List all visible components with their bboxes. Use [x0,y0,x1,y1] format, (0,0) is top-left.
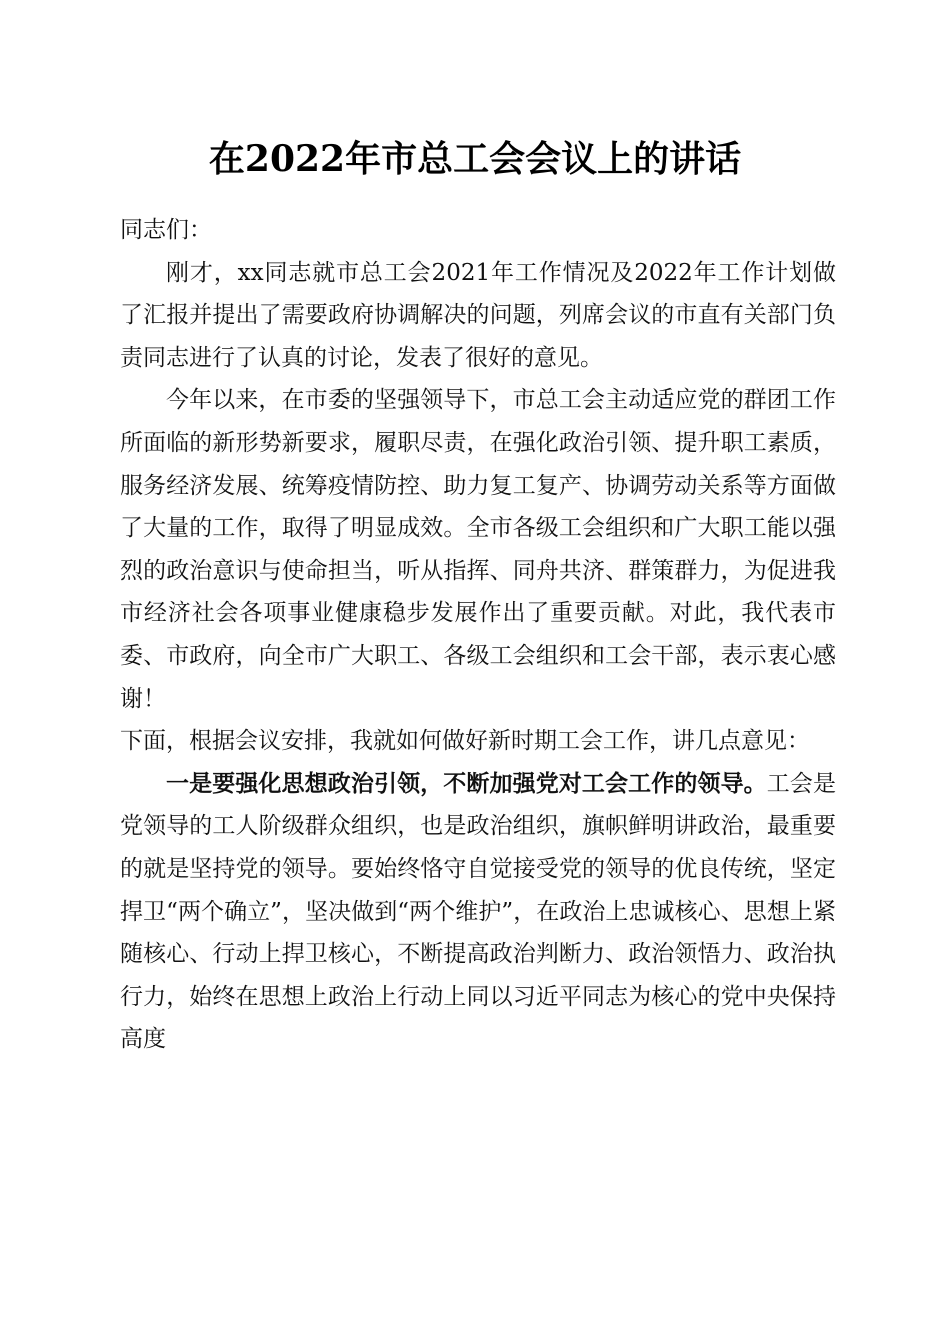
document-body [120,209,836,1061]
document-title: 在2022年市总工会会议上的讲话 [208,138,742,180]
paragraph-opening: 刚才，xx同志就市总工会2021年工作情况及2022年工作计划做了汇报并提出了需要政府协调解决的问题，列席会议的市直有关部门负责同志进行了认真的讨论，发表了很好的意见。 [120,259,836,371]
salutation: 同志们： [120,217,212,243]
paragraph-achievements: 今年以来，在市委的坚强领导下，市总工会主动适应党的群团工作所面临的新形势新要求，履职尽责，在强化政治引领、提升职工素质，服务经济发展、统筹疫情防控、助力复工复产、协调劳动关系等方面做了大量的工作，取得了明显成效。全市各级工会组织和广大职工能以强烈的政治意识与使命担当，听从指挥、同舟共济、群策群力，为促进我市经济社会各项事业健康稳步发展作出了重要贡献。对此，我代表市委、市政府，向全市广大职工、各级工会组织和工会干部，表示衷心感谢！ [120,387,836,712]
paragraph-point-one [120,763,836,1061]
point-one-body: 工会是党领导的工人阶级群众组织，也是政治组织，旗帜鲜明讲政治，最重要的就是坚持党的领导。要始终恪守自觉接受党的领导的优良传统，坚定捍卫“两个确立”，坚决做到“两个维护”，在政治上忠诚核心、思想上紧随核心、行动上捍卫核心，不断提高政治判断力、政治领悟力、政治执行力，始终在思想上政治上行动上同以习近平同志为核心的党中央保持高度 [120,770,837,1053]
point-one-heading: 一是要强化思想政治引领，不断加强党对工会工作的领导。 [166,769,767,797]
paragraph-transition: 下面，根据会议安排，我就如何做好新时期工会工作，讲几点意见： [120,728,810,755]
